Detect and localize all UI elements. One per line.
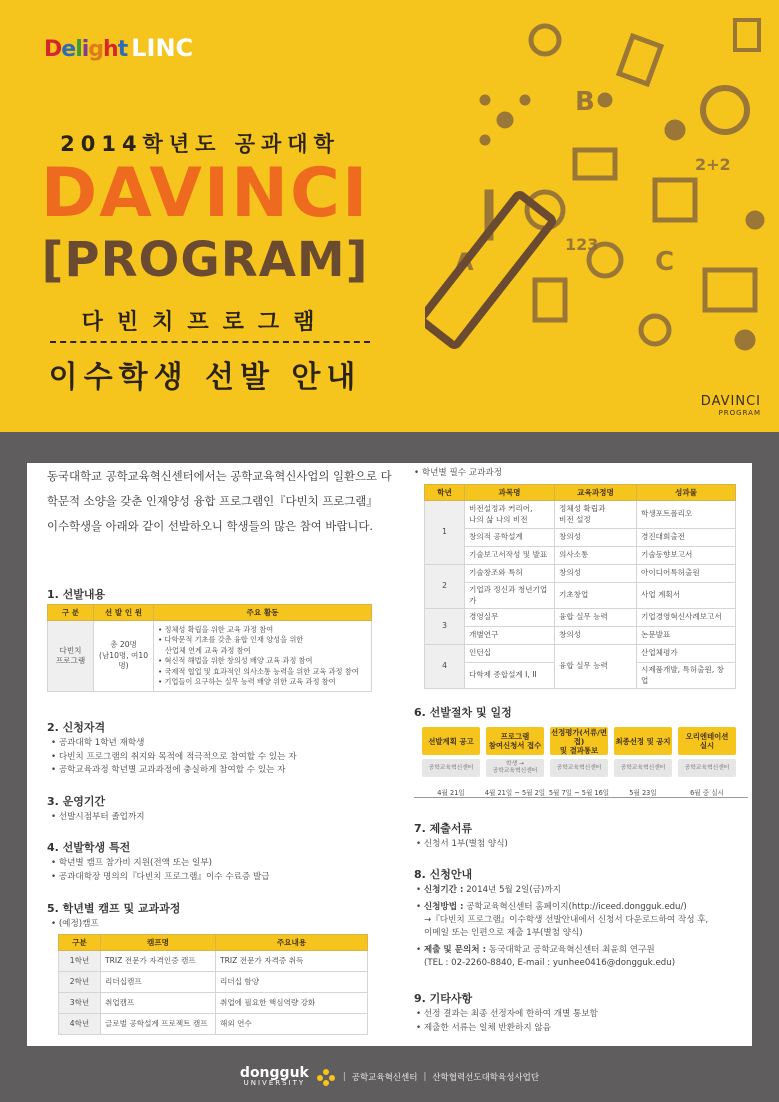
- grade-cell: 4: [425, 645, 465, 689]
- table-cell: 경진대회출전: [637, 529, 736, 547]
- camp-table: [58, 934, 368, 1035]
- process-date: 4월 21일 ~ 5월 2일: [484, 789, 546, 797]
- list-item: [416, 957, 708, 970]
- korean-title: 다빈치프로그램: [81, 310, 329, 335]
- section-7-title: 7. 제출서류: [414, 822, 473, 835]
- table-cell: 기업경영혁신사례보고서: [637, 609, 736, 627]
- process-date: 4월 21일: [437, 789, 465, 797]
- logo-letter: i: [81, 37, 89, 62]
- label: 제출 및 문의처 :: [423, 945, 487, 955]
- dongguk-emblem-icon: [315, 1066, 337, 1088]
- intro-paragraph: 동국대학교 공학교육혁신센터에서는 공학교육혁신사업의 일환으로 다학문적 소양을 갖춘 인재양성 융합 프로그램인『다빈치 프로그램』 이수학생을 아래와 같이 선발하오니 학생들의 많은 참여 바랍니다.: [47, 469, 392, 533]
- activity-item: • 다학문적 기초를 갖춘 융합 인재 양성을 위한: [158, 635, 304, 645]
- table-cell: 1학년: [59, 951, 101, 972]
- letter-a-icon: A: [455, 248, 474, 276]
- table-cell: 취업에 필요한 핵심역량 강화: [216, 993, 368, 1014]
- section-5-title: 5. 학년별 캠프 및 교과과정: [47, 902, 181, 915]
- documents-list: [416, 838, 508, 852]
- logo-letter: h: [103, 37, 118, 62]
- table-cell: 학생포트폴리오: [637, 501, 736, 529]
- value: →『다빈치 프로그램』이수학생 선발안내에서 신청서 다운로드하여 작성 후,: [424, 915, 709, 925]
- grade-cell: 3: [425, 609, 465, 645]
- table-cell: 기술창조와 특허: [465, 565, 555, 583]
- activity-item: 산업체 연계 교육 과정 참여: [165, 645, 251, 655]
- table-cell: 융합 실무 능력: [555, 645, 637, 689]
- table-cell: 글로벌 공학설계 프로젝트 캠프: [101, 1014, 216, 1035]
- table-cell: 인턴십: [465, 645, 555, 663]
- table-cell: 다학제 종합설계 I, II: [465, 663, 555, 689]
- activity-item: • 기업들이 요구하는 실무 능력 배양 위한 교육 과정 참여: [158, 677, 336, 687]
- table-header: 성과물: [637, 485, 736, 501]
- divider: |: [423, 1072, 427, 1082]
- table-cell: 융합 실무 능력: [555, 609, 637, 627]
- logo-letter: t: [117, 37, 128, 62]
- process-step: 선정평가(서류/면접) 및 결과통보: [550, 727, 608, 755]
- table-cell: 기초창업: [555, 583, 637, 609]
- table-cell: 2학년: [59, 972, 101, 993]
- list-item: • 신청서 1부(별첨 양식): [416, 838, 508, 852]
- table-header: 주요내용: [216, 935, 368, 951]
- org-name: 공학교육혁신센터: [351, 1073, 418, 1083]
- table-header: 구 분: [48, 605, 94, 621]
- list-item: [416, 927, 708, 940]
- letter-b-icon: B: [575, 87, 595, 117]
- building-icon: [705, 270, 755, 310]
- table-cell: 시제품개발, 특허출원, 창업: [637, 663, 736, 689]
- table-header: 캠프명: [101, 935, 216, 951]
- dongguk-logo: [240, 1067, 309, 1087]
- brand-mark-text: DAVINCI: [700, 394, 761, 409]
- notice-title: 이수학생 선발 안내: [48, 360, 362, 395]
- list-item: • 선발시점부터 졸업까지: [51, 811, 145, 825]
- period-list: [51, 811, 145, 825]
- list-item: • 공과대학장 명의의『다빈치 프로그램』이수 수료증 발급: [51, 871, 270, 885]
- table-cell: TRIZ 전문가 자격증 취득: [216, 951, 368, 972]
- process-date: 6월 중 실시: [690, 789, 724, 797]
- process-date: 5월 23일: [629, 789, 657, 797]
- process-owner: 공학교육혁신센터: [422, 759, 480, 777]
- list-item: • 선정 결과는 최종 선정자에 한하여 개별 통보함: [416, 1008, 598, 1022]
- process-step: 오리엔테이션 실시: [678, 727, 736, 755]
- section-3-title: 3. 운영기간: [47, 795, 106, 808]
- process-step: 선발계획 공고: [422, 727, 480, 755]
- table-header: 선 발 인 원: [94, 605, 154, 621]
- section-6-title: 6. 선발절차 및 일정: [414, 706, 512, 719]
- list-item: [416, 914, 708, 927]
- grade-cell: 2: [425, 565, 465, 609]
- sub-title: [PROGRAM]: [41, 232, 369, 288]
- benefits-list: [51, 857, 270, 884]
- list-item: • (예정)캠프: [51, 918, 99, 932]
- list-item: • 공학교육과정 학년별 교과과정에 충실하게 참여할 수 있는 자: [51, 764, 297, 778]
- table-header: 주요 활동: [154, 605, 372, 621]
- value: 동국대학교 공학교육혁신센터 최윤희 연구원: [488, 945, 655, 955]
- list-item: [416, 944, 708, 957]
- table-cell: TRIZ 전문가 자격인증 캠프: [101, 951, 216, 972]
- list-item: [416, 884, 708, 897]
- numbers-icon: 123: [565, 235, 599, 254]
- process-step: 프로그램 참여신청서 접수: [486, 727, 544, 755]
- application-list: [416, 884, 708, 970]
- activity-item: • 국제적 협업 및 효과적인 의사소통 능력을 위한 교육 과정 참여: [158, 666, 359, 676]
- section-1-title: 1. 선발내용: [47, 588, 106, 601]
- logo-letter: D: [44, 37, 62, 62]
- process-owner: 학생 → 공학교육혁신센터: [486, 759, 544, 777]
- apple-icon: [641, 316, 669, 344]
- table-cell: 비전설정과 커리어, 나의 삶 나의 비전: [465, 501, 555, 529]
- bag-icon: [735, 20, 759, 50]
- globe-icon: [703, 88, 747, 132]
- section-8-title: 8. 신청안내: [414, 868, 473, 881]
- gear-icon: [531, 26, 559, 54]
- label: 신청방법 :: [423, 902, 464, 912]
- list-item: • 공과대학 1학년 재학생: [51, 737, 297, 751]
- divider: |: [342, 1072, 346, 1082]
- table-cell: 산업체평가: [637, 645, 736, 663]
- table-cell: 기업과 정신과 청년기업가: [465, 583, 555, 609]
- camp-sublabel: [51, 918, 99, 932]
- table-cell: 창의성: [555, 627, 637, 645]
- activities-cell: [154, 621, 372, 692]
- davinci-brand-mark: [701, 394, 761, 417]
- logo-linc: LINC: [131, 34, 194, 62]
- value: 공학교육혁신센터 홈페이지(http://iceed.dongguk.edu/): [466, 902, 687, 912]
- list-item: • 학년별 필수 교과과정: [414, 467, 502, 481]
- activity-item: • 정체성 확립을 위한 교육 과정 참여: [158, 625, 274, 634]
- table-cell: 개별연구: [465, 627, 555, 645]
- curriculum-table: [424, 484, 736, 689]
- curriculum-sublabel: [414, 467, 502, 481]
- univ-name: dongguk: [239, 1065, 309, 1081]
- univ-sub: UNIVERSITY: [243, 1079, 306, 1087]
- timeline-line: [414, 797, 748, 798]
- eligibility-list: [51, 737, 297, 778]
- logo-letter: l: [75, 37, 82, 62]
- table-cell: 해외 연수: [216, 1014, 368, 1035]
- table-cell: 논문발표: [637, 627, 736, 645]
- table-cell: 총 20명 (남10명, 여10명): [94, 621, 154, 692]
- delight-linc-logo: [44, 34, 193, 62]
- table-cell: 창의적 공학설계: [465, 529, 555, 547]
- calculator-icon: [655, 180, 695, 220]
- process-owner: 공학교육혁신센터: [550, 759, 608, 777]
- table-cell: 사업 계획서: [637, 583, 736, 609]
- process-owner: 공학교육혁신센터: [678, 759, 736, 777]
- label: 신청기간 :: [423, 885, 464, 895]
- brand-mark-sub: PROGRAM: [718, 409, 761, 417]
- misc-list: [416, 1008, 598, 1035]
- dashed-divider: [50, 341, 370, 343]
- poster-header: [0, 0, 779, 432]
- activity-item: • 혁신적 해법을 위한 창의성 배양 교육 과정 참여: [158, 656, 313, 666]
- table-cell: 3학년: [59, 993, 101, 1014]
- main-title: DAVINCI: [40, 154, 370, 233]
- year-title: 2014학년도 공과대학: [60, 132, 340, 156]
- table-cell: 경영실무: [465, 609, 555, 627]
- table-cell: 의사소통: [555, 547, 637, 565]
- table-cell: 리더십 함양: [216, 972, 368, 993]
- table-header: 과목명: [465, 485, 555, 501]
- logo-letter: e: [61, 37, 76, 62]
- grade-cell: 1: [425, 501, 465, 565]
- list-item: [416, 901, 708, 914]
- list-item: • 다빈치 프로그램의 취지와 목적에 적극적으로 참여할 수 있는 자: [51, 751, 297, 765]
- process-step: 최종선정 및 공지: [614, 727, 672, 755]
- table-header: 교육과정명: [555, 485, 637, 501]
- selection-table: [47, 604, 372, 692]
- footer: [0, 1052, 779, 1102]
- atom-icon: [497, 112, 513, 128]
- table-header: 학년: [425, 485, 465, 501]
- org-name: 산학협력선도대학육성사업단: [432, 1073, 540, 1083]
- table-cell: 정체성 확립과 비전 설정: [555, 501, 637, 529]
- list-item: • 제출한 서류는 일체 반환하지 않음: [416, 1022, 598, 1036]
- process-date: 5월 7일 ~ 5월 16일: [548, 789, 610, 797]
- value: (TEL : 02-2260-8840, E-mail : yunhee0416@dongguk.edu): [424, 958, 676, 968]
- table-cell: 아이디어특허출원: [637, 565, 736, 583]
- math-icon: 2+2: [695, 155, 731, 174]
- table-cell: 창의성: [555, 565, 637, 583]
- section-2-title: 2. 신청자격: [47, 721, 106, 734]
- table-cell: 창의성: [555, 529, 637, 547]
- envelope-icon: [575, 150, 615, 178]
- process-owner: 공학교육혁신센터: [614, 759, 672, 777]
- flask-icon: [535, 280, 565, 320]
- table-cell: 기술동향보고서: [637, 547, 736, 565]
- section-4-title: 4. 선발학생 특전: [47, 841, 131, 854]
- table-cell: 4학년: [59, 1014, 101, 1035]
- heart-icon: [735, 330, 755, 350]
- table-cell: 취업캠프: [101, 993, 216, 1014]
- list-item: • 학년별 캠프 참가비 지원(전액 또는 일부): [51, 857, 270, 871]
- table-cell: 다빈치 프로그램: [48, 621, 94, 692]
- table-cell: 기술보고서작성 및 발표: [465, 547, 555, 565]
- book-icon: [619, 36, 661, 84]
- table-cell: 리더십캠프: [101, 972, 216, 993]
- letter-c-icon: C: [655, 247, 675, 277]
- value: 2014년 5월 2일(금)까지: [466, 885, 561, 895]
- value: 이메일 또는 인편으로 제출 1부(별첨 양식): [424, 928, 583, 938]
- logo-letter: g: [88, 37, 104, 62]
- table-header: 구분: [59, 935, 101, 951]
- education-icons-illustration: [425, 0, 779, 400]
- section-9-title: 9. 기타사항: [414, 992, 473, 1005]
